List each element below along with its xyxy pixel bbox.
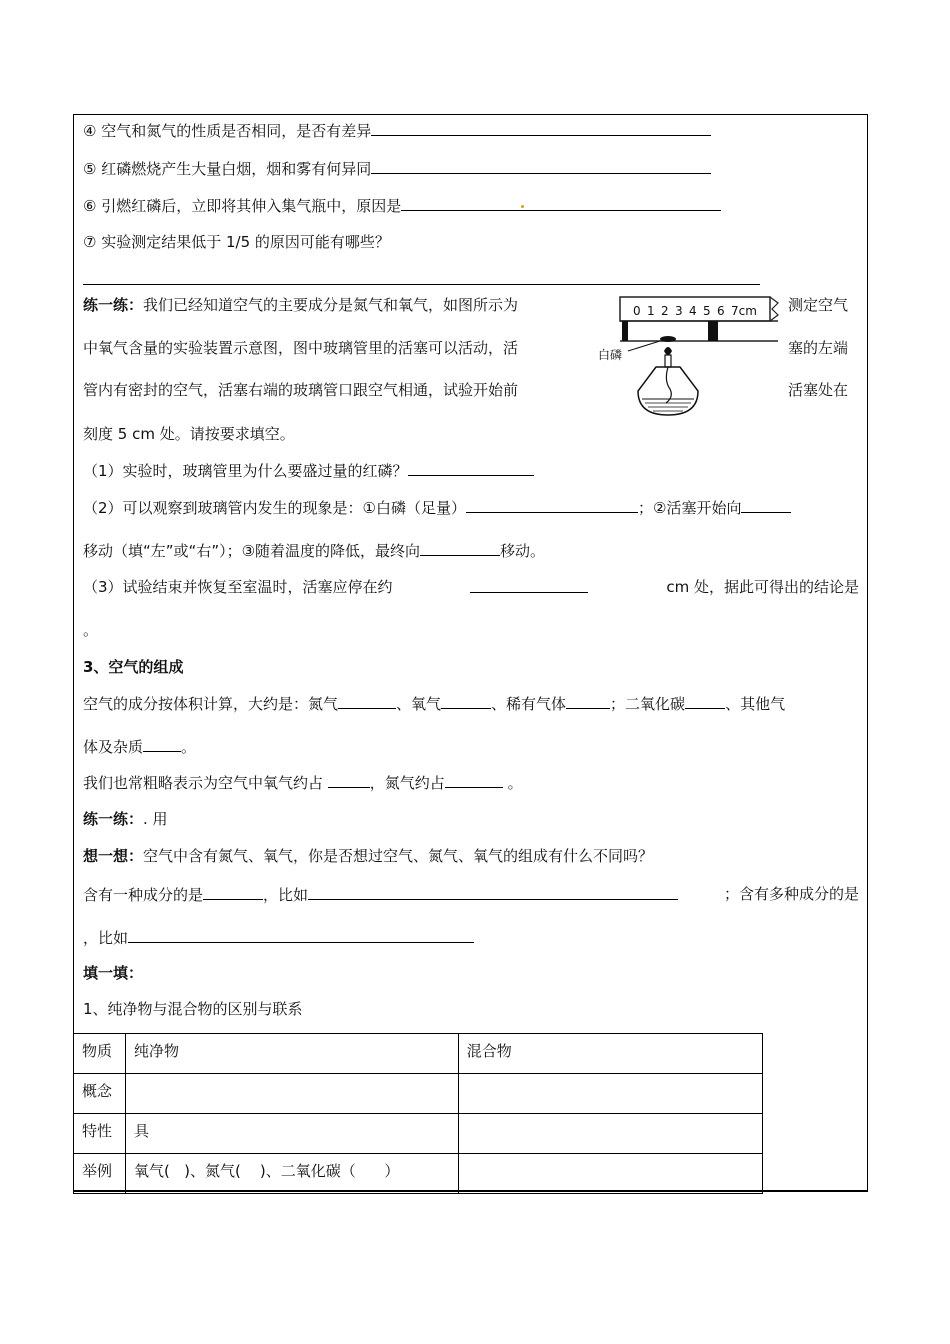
table-row — [74, 1114, 763, 1154]
table-cell[interactable] — [458, 1114, 762, 1154]
practice-line-3: 管内有密封的空气，活塞右端的玻璃管口跟空气相通，试验开始前 — [83, 381, 519, 399]
question-4: ④ 空气和氮气的性质是否相同，是否有差异 — [83, 120, 711, 141]
ink-dot — [521, 205, 524, 208]
practice-line-1: 练一练：我们已经知道空气的主要成分是氮气和氧气，如图所示为 — [83, 296, 519, 314]
scale-tick-0: 0 — [633, 304, 641, 318]
blank[interactable] — [203, 884, 263, 900]
table-cell[interactable] — [125, 1074, 458, 1114]
composition-line-3: 我们也常粗略表示为空气中氧气约占 ，氮气约占 。 — [83, 774, 523, 792]
blank[interactable] — [128, 927, 474, 943]
composition-line-1: 空气的成分按体积计算，大约是：氮气 、氧气 、稀有气体 ；二氧化碳 、其他气 — [83, 695, 786, 713]
blank[interactable] — [441, 693, 491, 709]
table-cell[interactable] — [458, 1154, 762, 1194]
table-cell: 特性 — [74, 1114, 126, 1154]
blank[interactable] — [143, 736, 181, 752]
scale-tick-3: 3 — [675, 304, 683, 318]
label-pointer — [628, 341, 660, 351]
scale-tick-5: 5 — [703, 304, 711, 318]
scale-tick-6: 6 — [717, 304, 725, 318]
sub-question-2: （2）可以观察到玻璃管内发生的现象是：①白磷（足量） ；②活塞开始向 — [83, 497, 791, 518]
table-row — [74, 1074, 763, 1114]
question-6: ⑥ 引燃红磷后，立即将其伸入集气瓶中，原因是 — [83, 195, 721, 216]
fill-subtitle: 1、纯净物与混合物的区别与联系 — [83, 1000, 303, 1018]
fuel-hatch — [645, 403, 691, 411]
table-cell[interactable] — [458, 1074, 762, 1114]
table-cell: 物质 — [74, 1034, 126, 1074]
sub-question-3: （3）试验结束并恢复至室温时，活塞应停在约 cm 处，据此可得出的结论是 — [83, 578, 859, 596]
scale-tick-4: 4 — [689, 304, 697, 318]
question-5: ⑤ 红磷燃烧产生大量白烟，烟和雾有何异同 — [83, 158, 711, 179]
blank[interactable] — [466, 497, 638, 513]
blank[interactable] — [445, 772, 503, 788]
table-cell: 举例 — [74, 1154, 126, 1194]
blank[interactable] — [328, 772, 370, 788]
think-line-2: 含有一种成分的是 ，比如 ；含有多种成分的是 — [83, 885, 859, 904]
scale-tick-7: 7cm — [731, 304, 757, 318]
content-frame — [73, 114, 868, 1192]
white-phosphorus-label: 白磷 — [598, 348, 623, 362]
sub-question-1: （1）实验时，玻璃管里为什么要盛过量的红磷？ — [83, 460, 534, 481]
section-3-title: 3、空气的组成 — [83, 658, 184, 676]
blank[interactable] — [338, 693, 396, 709]
table-cell: 概念 — [74, 1074, 126, 1114]
blank[interactable] — [371, 158, 711, 174]
fill-label: 填一填： — [83, 964, 144, 982]
blank[interactable] — [401, 195, 721, 211]
blank[interactable] — [408, 460, 534, 476]
piston — [708, 321, 718, 341]
table-header-row — [74, 1034, 763, 1074]
blank[interactable] — [420, 540, 500, 556]
composition-line-2: 体及杂质 。 — [83, 738, 197, 756]
scale-break — [770, 297, 778, 321]
practice-2: 练一练：. 用 — [83, 810, 168, 828]
comparison-table — [73, 1033, 763, 1194]
scale-tick-2: 2 — [661, 304, 669, 318]
practice-line-3-right: 活塞处在 — [788, 381, 849, 399]
table-cell: 混合物 — [458, 1034, 762, 1074]
practice-line-4: 刻度 5 cm 处。请按要求填空。 — [83, 425, 295, 443]
blank[interactable] — [371, 120, 711, 136]
sub-question-3-end: 。 — [83, 621, 99, 639]
flame — [664, 347, 672, 355]
alcohol-lamp — [638, 367, 698, 415]
table-cell[interactable]: 具 — [125, 1114, 458, 1154]
blank[interactable] — [470, 577, 588, 593]
phosphorus — [660, 336, 676, 342]
practice-line-2-right: 塞的左端 — [788, 339, 849, 357]
blank[interactable] — [566, 693, 610, 709]
answer-line[interactable] — [83, 284, 760, 285]
table-row — [74, 1154, 763, 1194]
blank[interactable] — [308, 884, 678, 900]
wick-holder — [665, 355, 671, 367]
think-line-3: ，比如 — [83, 927, 474, 948]
blank[interactable] — [741, 497, 791, 513]
blank[interactable] — [685, 693, 725, 709]
sub-question-2-cont: 移动（填“左”或“右”）；③随着温度的降低，最终向 移动。 — [83, 542, 546, 560]
table-cell: 纯净物 — [125, 1034, 458, 1074]
think-line-1: 想一想：空气中含有氮气、氧气，你是否想过空气、氮气、氧气的组成有什么不同吗？ — [83, 847, 654, 865]
practice-line-2: 中氧气含量的实验装置示意图，图中玻璃管里的活塞可以活动，活 — [83, 339, 519, 357]
apparatus-figure — [598, 289, 783, 421]
practice-line-1-right: 测定空气 — [788, 296, 849, 314]
left-stopper — [622, 321, 628, 341]
table-cell[interactable]: 氧气( )、氮气( )、二氧化碳（ ） — [125, 1154, 458, 1194]
scale-tick-1: 1 — [647, 304, 655, 318]
question-7: ⑦ 实验测定结果低于 1/5 的原因可能有哪些？ — [83, 233, 390, 251]
wick — [666, 367, 671, 403]
